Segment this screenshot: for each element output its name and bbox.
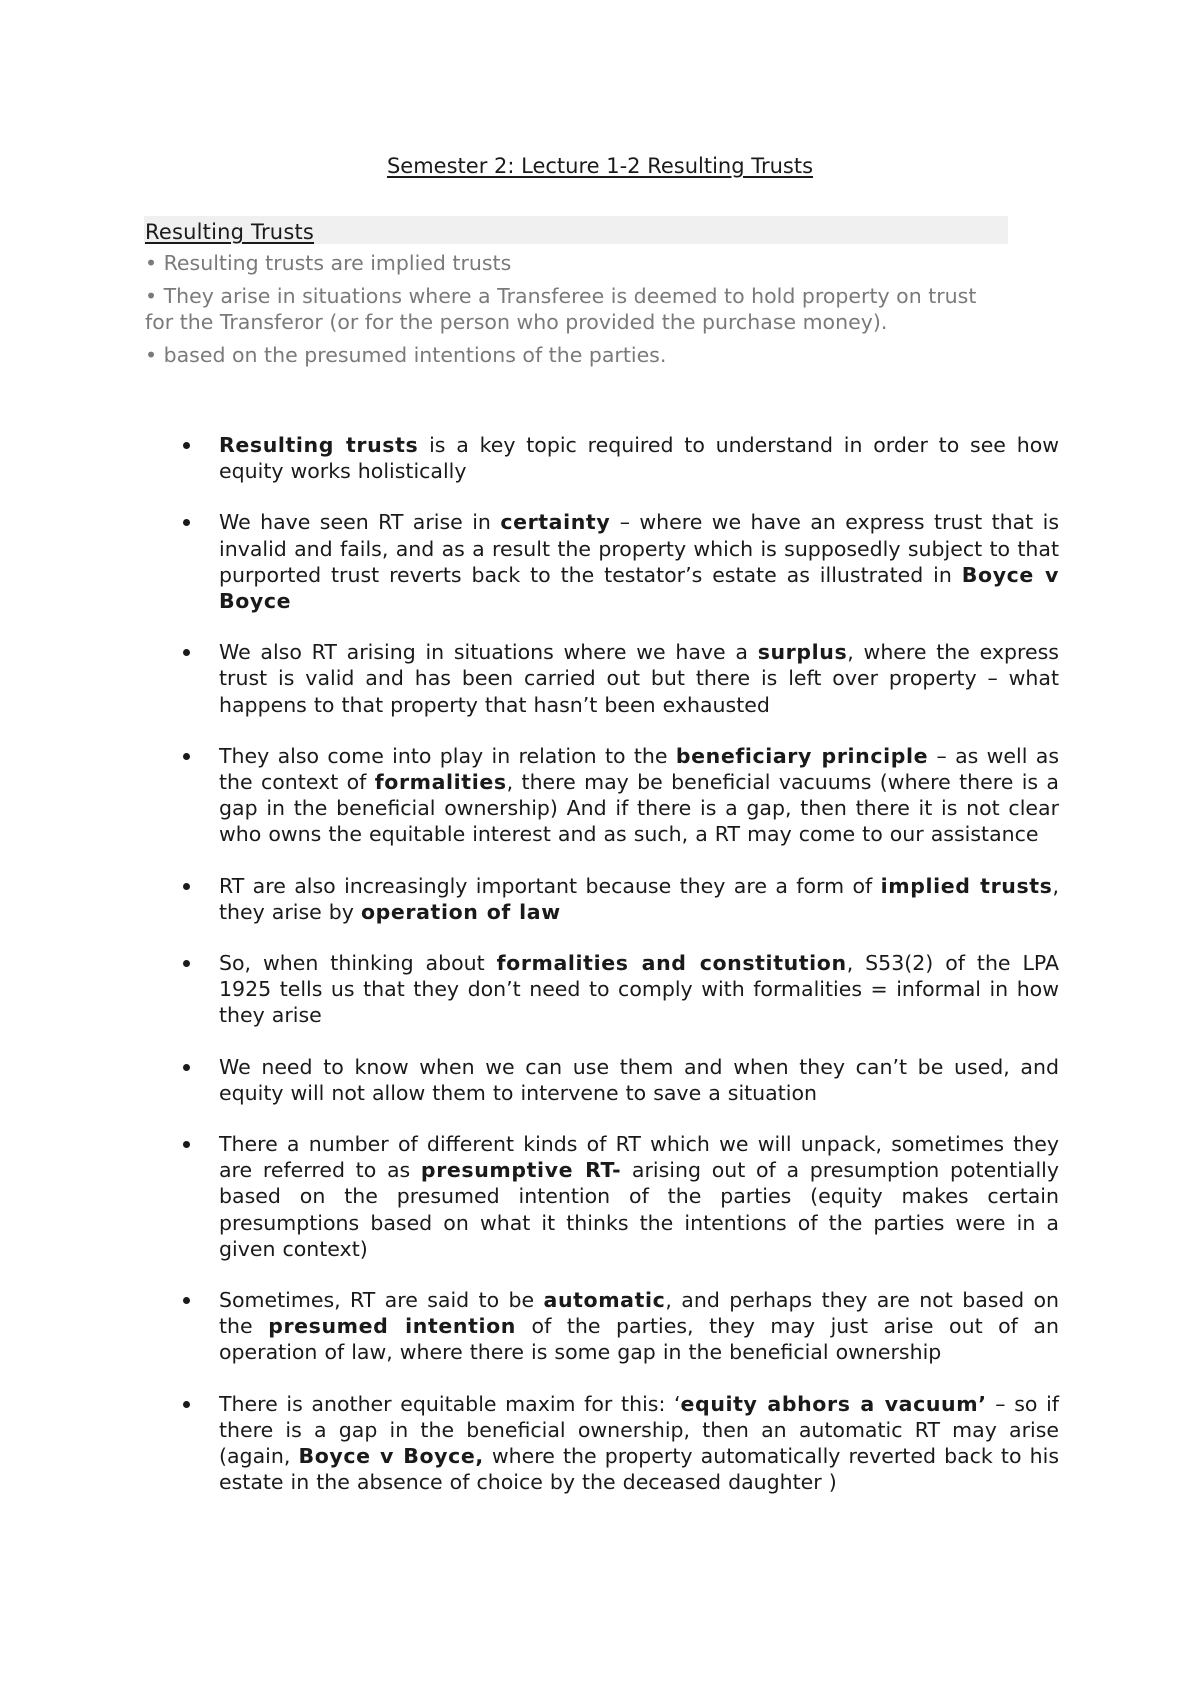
list-item-text <box>219 1391 1059 1496</box>
bold-term: surplus <box>757 640 848 665</box>
page-title: Semester 2: Lecture 1-2 Resulting Trusts <box>386 154 814 178</box>
bullet-icon <box>183 649 190 656</box>
text-run: , and perhaps they are not based on the <box>219 1288 1059 1339</box>
bold-term: presumptive RT- <box>420 1158 622 1183</box>
bullet-icon <box>183 519 190 526</box>
bold-term: presumed intention <box>268 1314 516 1339</box>
list-item-text <box>219 1131 1059 1262</box>
list-item <box>0 950 1200 1029</box>
text-run: is a key topic required to understand in order to see how equity works holistically <box>219 433 1060 484</box>
key-points-list <box>0 432 1200 1521</box>
text-run: We have seen RT arise in <box>219 510 501 535</box>
bold-term: Resulting trusts <box>219 433 419 457</box>
bold-term: operation of law <box>360 899 561 924</box>
list-item <box>0 639 1200 718</box>
list-item <box>0 743 1200 848</box>
bullet-icon <box>183 1064 190 1071</box>
list-item-text <box>219 743 1059 848</box>
list-item-text <box>219 873 1059 925</box>
bold-term: certainty <box>500 510 611 535</box>
bullet-icon <box>183 883 190 890</box>
list-item <box>0 873 1200 925</box>
text-run: We need to know when we can use them and when they can’t be used, and equity will not allow them to intervene to save a situation <box>219 1054 1059 1105</box>
intro-bullet: • Resulting trusts are implied trusts <box>145 251 512 275</box>
bold-term: formalities and constitution <box>496 951 847 976</box>
text-run: of the parties, they may just arise out of an operation of law, where there is some gap in the beneficial ownership <box>219 1314 1059 1365</box>
bold-term: Boyce v Boyce <box>219 562 1060 614</box>
text-run: , there may be beneficial vacuums (where there is a gap in the beneficial ownership) And if there is a gap, then there it is not clear who owns the equitable interest and as such, a RT may come to our assistance <box>219 770 1059 847</box>
list-item <box>0 1391 1200 1496</box>
text-run: where the property automatically reverted back to his estate in the absence of choice by the deceased daughter ) <box>219 1444 1059 1495</box>
bullet-icon <box>183 1401 190 1408</box>
bold-term: Boyce v Boyce, <box>298 1444 484 1469</box>
list-item <box>0 1287 1200 1366</box>
text-run: RT are also increasingly important because they are a form of <box>219 873 881 898</box>
intro-bullet: • based on the presumed intentions of the parties. <box>145 342 667 367</box>
bullet-icon <box>183 442 190 449</box>
list-item-text <box>219 639 1059 718</box>
text-run: There is another equitable maxim for this: ‘ <box>219 1391 681 1416</box>
list-item-text <box>219 1054 1059 1106</box>
list-item <box>0 1131 1200 1262</box>
bold-term: beneficiary principle <box>675 743 929 768</box>
text-run: arising out of a presumption potentially based on the presumed intention of the parties (equity makes certain presumptions based on what it thinks the intentions of the parties were in a given context) <box>219 1158 1059 1261</box>
bullet-icon <box>183 753 190 760</box>
text-run: We also RT arising in situations where we have a <box>219 640 758 665</box>
bullet-icon <box>183 960 190 967</box>
text-run: There a number of different kinds of RT which we will unpack, sometimes they are referred to as <box>219 1132 1059 1183</box>
bold-term: implied trusts <box>880 873 1053 898</box>
bullet-icon <box>183 1141 190 1148</box>
list-item-text <box>219 1287 1059 1366</box>
intro-block <box>145 250 1005 374</box>
list-item <box>0 1054 1200 1106</box>
text-run: – as well as the context of <box>219 743 1059 795</box>
text-run: – where we have an express trust that is invalid and fails, and as a result the property which is supposedly subject to that purported trust reverts back to the testator’s estate as illustrated in <box>219 510 1060 587</box>
bold-term: automatic <box>543 1288 666 1313</box>
text-run: – so if there is a gap in the beneficial ownership, then an automatic RT may arise (again, <box>219 1391 1060 1469</box>
list-item-text <box>219 509 1059 614</box>
section-heading: Resulting Trusts <box>145 220 315 244</box>
text-run: , where the express trust is valid and has been carried out but there is left over property – what happens to that property that hasn’t been exhausted <box>219 640 1059 717</box>
bold-term: formalities <box>374 770 507 795</box>
bold-term: equity abhors a vacuum’ <box>680 1391 987 1416</box>
text-run: , S53(2) of the LPA 1925 tells us that they don’t need to comply with formalities = informal in how they arise <box>219 951 1059 1028</box>
bullet-icon <box>183 1297 190 1304</box>
list-item-text <box>219 432 1059 484</box>
text-run: , they arise by <box>219 873 1060 924</box>
list-item <box>0 432 1200 484</box>
text-run: So, when thinking about <box>219 951 497 976</box>
text-run: They also come into play in relation to the <box>219 743 676 768</box>
intro-bullet: • They arise in situations where a Transferee is deemed to hold property on trust for the Transferor (or for the person who provided the purchase money). <box>145 283 977 334</box>
list-item <box>0 509 1200 614</box>
list-item-text <box>219 950 1059 1029</box>
text-run: Sometimes, RT are said to be <box>219 1288 544 1313</box>
